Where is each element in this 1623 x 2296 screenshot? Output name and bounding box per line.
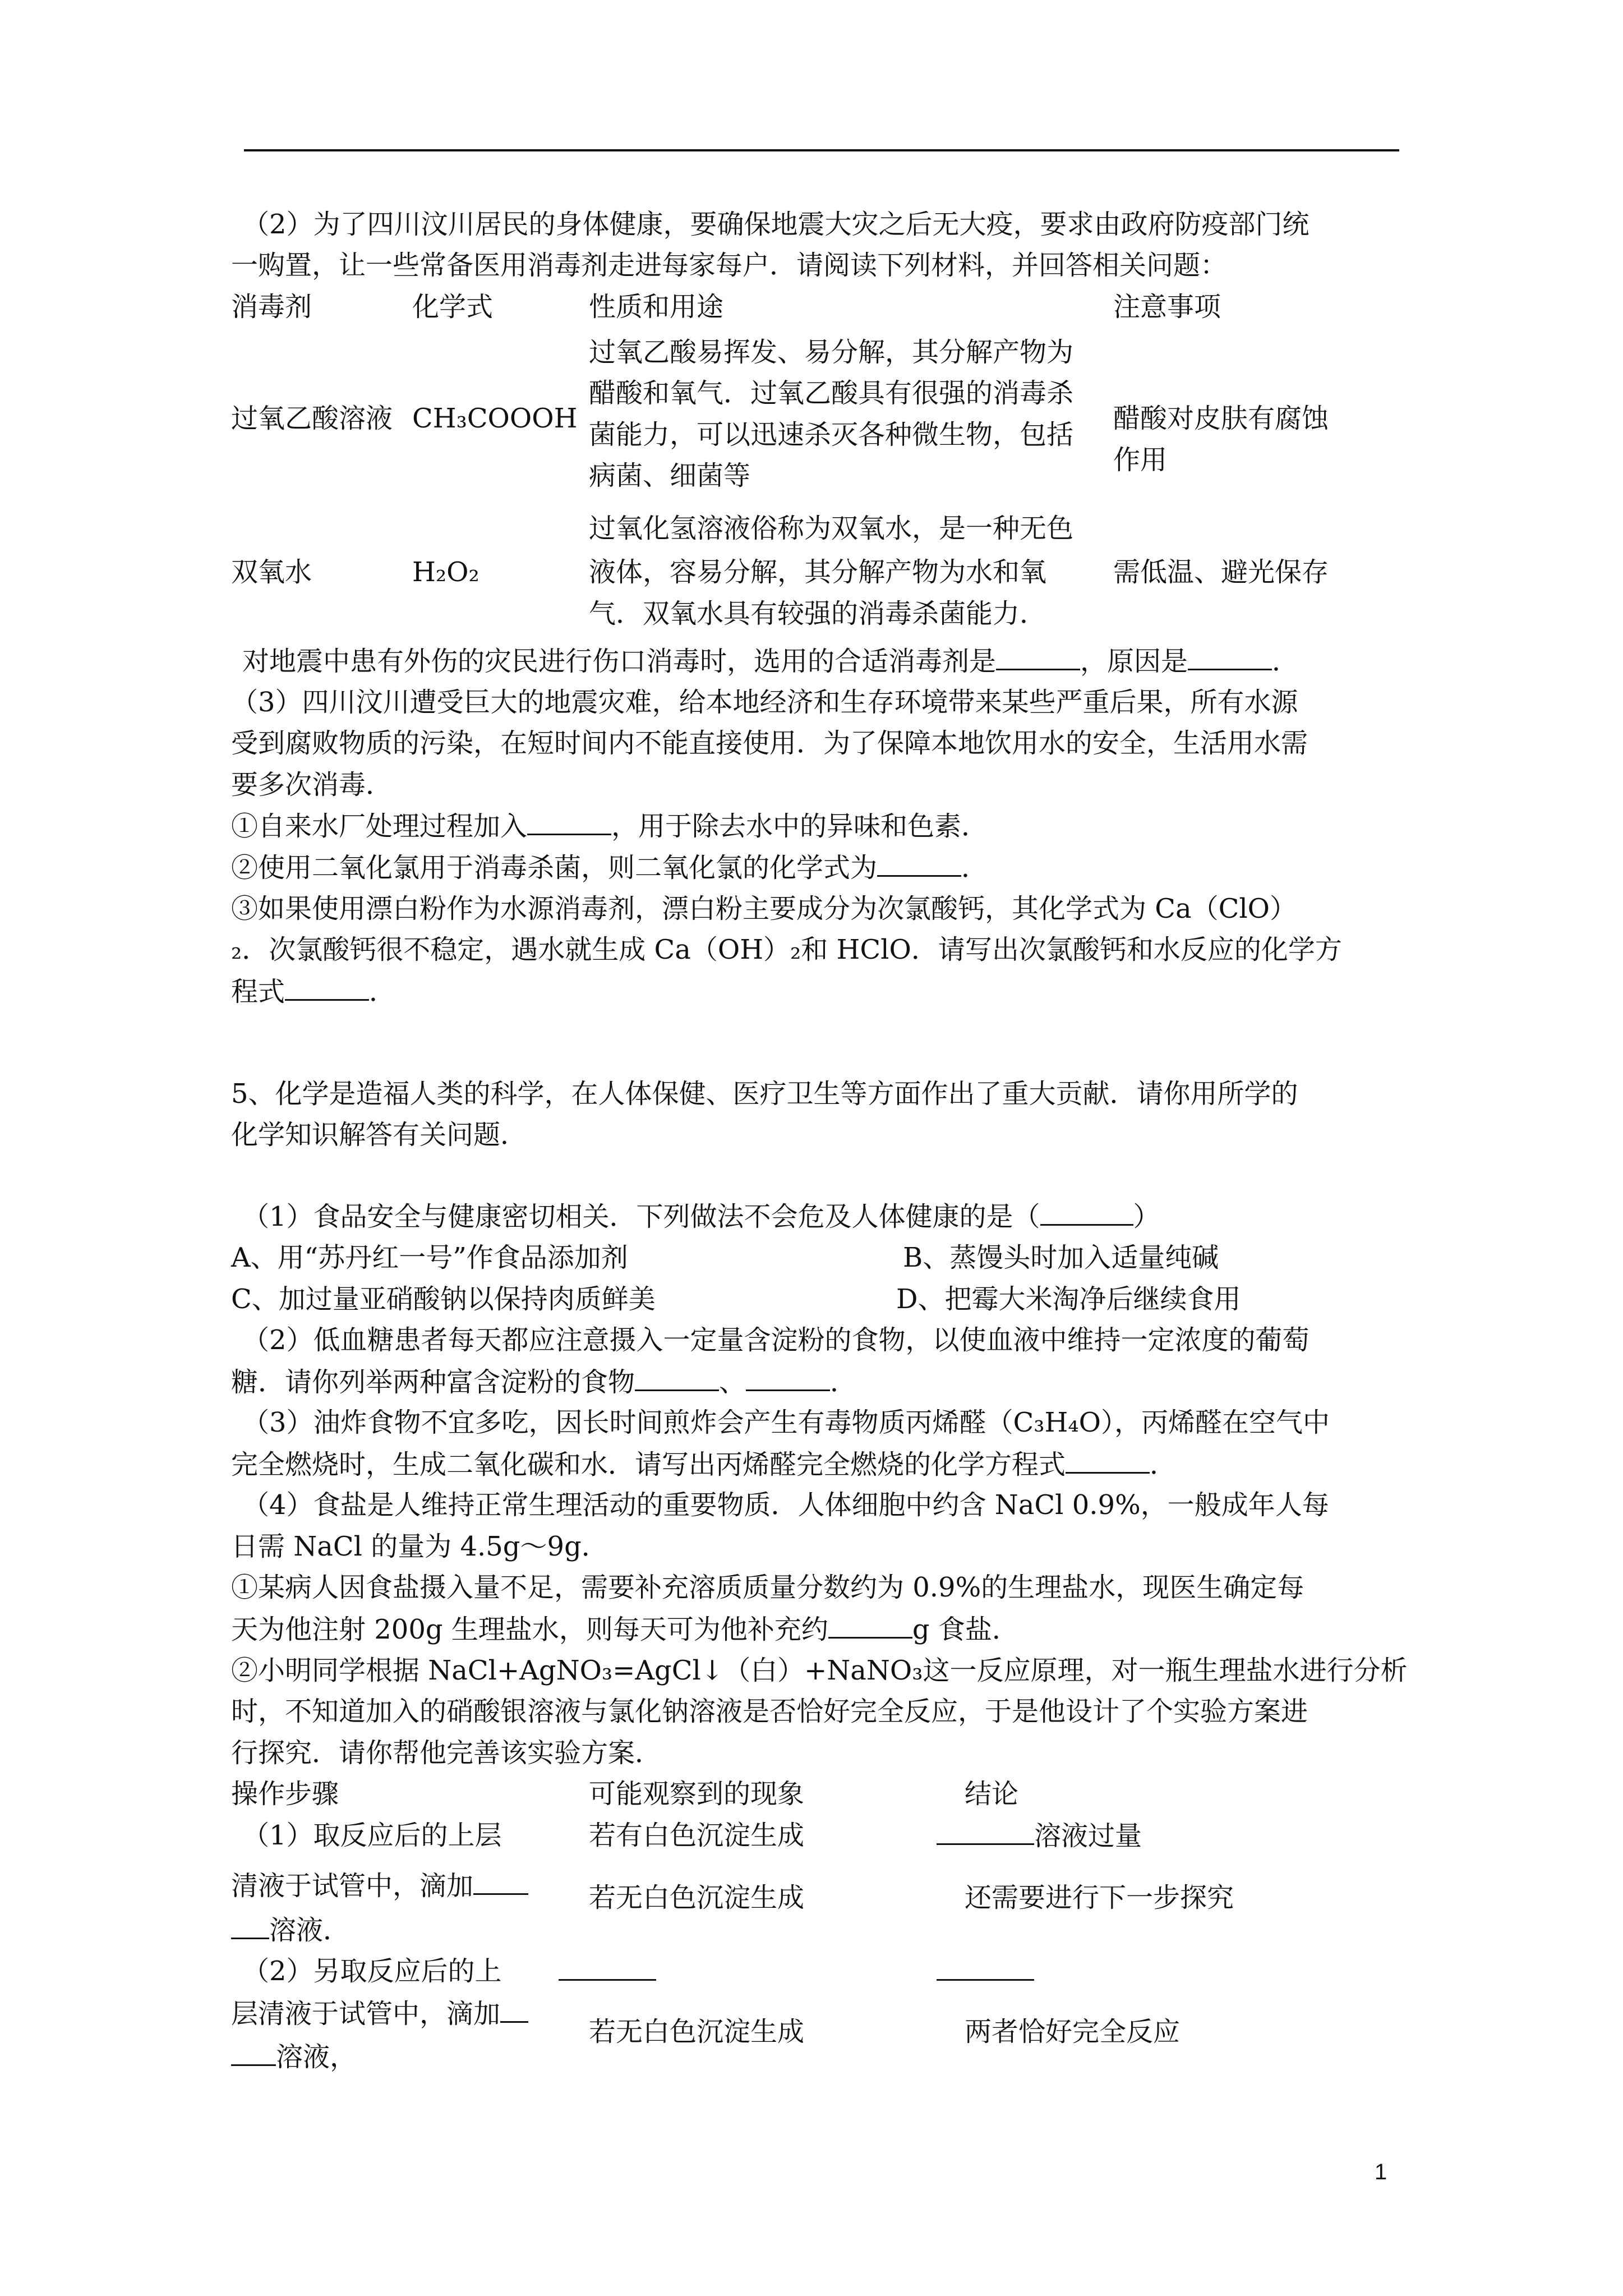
q5-part4-line2: 日需 NaCl 的量为 4.5g～9g．	[231, 1531, 608, 1562]
q4-part2-intro-line1: （2）为了四川汶川居民的身体健康，要确保地震大灾之后无大疫，要求由政府防疫部门统	[242, 209, 1310, 240]
q4-part3-line2: 受到腐败物质的污染，在短时间内不能直接使用．为了保障本地饮用水的安全，生活用水需	[231, 728, 1308, 759]
row1-usage-line1: 过氧乙酸易挥发、易分解，其分解产物为	[589, 337, 1074, 368]
row2-usage-line2: 液体，容易分解，其分解产物为水和氧	[589, 556, 1047, 588]
answer-blank-clo2-formula[interactable]	[877, 850, 961, 877]
answer-blank-step2-conclusion[interactable]	[937, 1954, 1034, 1981]
q5-part1	[242, 1199, 1160, 1234]
answer-blank-starch-food-2[interactable]	[746, 1365, 830, 1391]
q5-part4-line1: （4）食盐是人维持正常生理活动的重要物质．人体细胞中约含 NaCl 0.9%，一般成年人每	[242, 1489, 1329, 1521]
q4-part3-item3-line2: ₂．次氯酸钙很不稳定，遇水就生成 Ca（OH）₂和 HClO．请写出次氯酸钙和水反应的化学方	[231, 934, 1342, 965]
exp-header-observations: 可能观察到的现象	[589, 1778, 805, 1810]
exp-step2-line2	[231, 1996, 528, 2031]
row1-notes-line2: 作用	[1113, 444, 1168, 476]
row2-usage-line1: 过氧化氢溶液俗称为双氧水，是一种无色	[589, 513, 1074, 544]
option-c: C、加过量亚硝酸钠以保持肉质鲜美	[231, 1283, 656, 1315]
exp-obs1: 若有白色沉淀生成	[589, 1820, 805, 1851]
row1-usage-line3: 菌能力，可以迅速杀灭各种微生物，包括	[589, 419, 1074, 450]
answer-blank-step2-reagent-a[interactable]	[500, 1996, 528, 2023]
page-number: 1	[1375, 2160, 1387, 2184]
q5-part3-text: 完全燃烧时，生成二氧化碳和水．请写出丙烯醛完全燃烧的化学方程式	[231, 1449, 1066, 1480]
exp-step1-end: 溶液．	[269, 1915, 351, 1946]
answer-blank-food-safety[interactable]	[1040, 1199, 1133, 1226]
exp-con4: 两者恰好完全反应	[965, 2016, 1181, 2047]
answer-blank-step2-observation[interactable]	[559, 1954, 656, 1981]
q5-line1: 5、化学是造福人类的科学，在人体保健、医疗卫生等方面作出了重大贡献．请你用所学的	[231, 1078, 1298, 1110]
exp-step1-line2	[231, 1869, 528, 1903]
q5-part3-line1: （3）油炸食物不宜多吃，因长时间煎炸会产生有毒物质丙烯醛（C₃H₄O），丙烯醛在空气中	[242, 1407, 1330, 1438]
question-text-a: 对地震中患有外伤的灾民进行伤口消毒时，选用的合适消毒剂是	[242, 646, 997, 677]
q5-part1-end: ）	[1133, 1201, 1160, 1232]
row1-name: 过氧乙酸溶液	[231, 403, 393, 434]
item2-text-a: ②使用二氧化氯用于消毒杀菌，则二氧化氯的化学式为	[231, 852, 878, 884]
exp-header-conclusion: 结论	[965, 1778, 1019, 1810]
q4-part2-intro-line2: 一购置，让一些常备医用消毒剂走进每家每户．请阅读下列材料，并回答相关问题：	[231, 250, 1228, 281]
exp-step1-line3	[231, 1913, 350, 1947]
q5-part3-line2	[231, 1447, 1177, 1481]
table-header-usage: 性质和用途	[589, 291, 724, 323]
exp-step2-text: 层清液于试管中，滴加	[231, 1998, 501, 2030]
exp-header-steps: 操作步骤	[231, 1778, 339, 1810]
q5-part3-end: ．	[1150, 1449, 1177, 1480]
q5-part4-item2-line3: 行探究．请你帮他完善该实验方案．	[231, 1737, 662, 1769]
item3-end: ．	[369, 976, 396, 1007]
q5-part2-line1: （2）低血糖患者每天都应注意摄入一定量含淀粉的食物，以使血液中维持一定浓度的葡萄	[242, 1324, 1310, 1356]
q5-part2-line2	[231, 1365, 857, 1399]
answer-blank-step1-reagent-a[interactable]	[473, 1869, 528, 1895]
row2-formula: H₂O₂	[412, 556, 479, 588]
answer-blank-salt-grams[interactable]	[828, 1612, 912, 1639]
row1-usage-line4: 病菌、细菌等	[589, 460, 751, 491]
question-end: ．	[1272, 646, 1299, 677]
exp-step2-end: 溶液，	[276, 2041, 357, 2073]
row2-usage-line3: 气．双氧水具有较强的消毒杀菌能力．	[589, 598, 1047, 629]
answer-blank-step2-reagent-b[interactable]	[231, 2040, 276, 2066]
item3-text: 程式	[231, 976, 285, 1007]
item1-text: 天为他注射 200g 生理盐水，则每天可为他补充约	[231, 1614, 828, 1645]
option-d: D、把霉大米淘净后继续食用	[896, 1283, 1241, 1315]
item1-end: g 食盐．	[912, 1614, 1019, 1645]
answer-blank-step1-reagent-b[interactable]	[231, 1913, 269, 1939]
question-text-b: ，原因是	[1080, 646, 1188, 677]
item1-text-b: ，用于除去水中的异味和色素．	[611, 811, 989, 842]
q4-part3-line3: 要多次消毒．	[231, 769, 393, 800]
exp-step1-text: 清液于试管中，滴加	[231, 1870, 474, 1902]
header-rule	[244, 149, 1399, 151]
q4-part3-line1: （3）四川汶川遭受巨大的地震灾难，给本地经济和生存环境带来某些严重后果，所有水源	[231, 687, 1298, 718]
exp-step1-line1: （1）取反应后的上层	[242, 1820, 502, 1851]
q5-part1-text: （1）食品安全与健康密切相关．下列做法不会危及人体健康的是（	[242, 1201, 1040, 1232]
row2-notes-line1: 需低温、避光保存	[1113, 556, 1329, 588]
exp-obs3	[559, 1954, 656, 1989]
exp-con1	[937, 1819, 1142, 1853]
item2-text-b: ．	[961, 852, 989, 884]
option-a: A、用“苏丹红一号”作食品添加剂	[231, 1242, 628, 1273]
q5-part4-item2-line2: 时，不知道加入的硝酸银溶液与氯化钠溶液是否恰好完全反应，于是他设计了个实验方案进	[231, 1696, 1308, 1727]
table-header-formula: 化学式	[412, 291, 494, 323]
q5-line2: 化学知识解答有关问题．	[231, 1119, 528, 1151]
q5-part2-sep: 、	[719, 1366, 746, 1398]
item1-text-a: ①自来水厂处理过程加入	[231, 811, 528, 842]
row1-usage-line2: 醋酸和氧气．过氧乙酸具有很强的消毒杀	[589, 378, 1074, 409]
exp-con2: 还需要进行下一步探究	[965, 1882, 1234, 1913]
exp-step2-line3	[231, 2040, 357, 2074]
q5-part2-end: ．	[830, 1366, 857, 1398]
q4-part2-question	[242, 644, 1299, 678]
q5-part4-item2-line1: ②小明同学根据 NaCl+AgNO₃=AgCl↓（白）+NaNO₃这一反应原理，对一瓶生理盐水进行分析	[231, 1655, 1408, 1686]
row1-notes-line1: 醋酸对皮肤有腐蚀	[1113, 403, 1329, 434]
exp-obs4: 若无白色沉淀生成	[589, 2016, 805, 2047]
exp-step2-line1: （2）另取反应后的上	[242, 1955, 502, 1987]
row1-formula: CH₃COOOH	[412, 403, 578, 434]
answer-blank-starch-food-1[interactable]	[635, 1365, 719, 1391]
exp-obs2: 若无白色沉淀生成	[589, 1882, 805, 1913]
answer-blank-disinfectant[interactable]	[996, 644, 1080, 670]
answer-blank-equation[interactable]	[285, 974, 369, 1001]
exp-con1-text: 溶液过量	[1034, 1820, 1142, 1852]
table-header-disinfectant: 消毒剂	[231, 291, 312, 323]
row2-name: 双氧水	[231, 556, 312, 588]
option-b: B、蒸馒头时加入适量纯碱	[903, 1242, 1219, 1273]
table-header-notes: 注意事项	[1113, 291, 1221, 323]
q4-part3-item1	[231, 809, 988, 843]
q5-part4-item1-line2	[231, 1612, 1019, 1646]
exp-con3	[937, 1954, 1034, 1989]
q4-part3-item2	[231, 850, 988, 885]
q5-part2-text: 糖．请你列举两种富含淀粉的食物	[231, 1366, 635, 1398]
answer-blank-excess-solution[interactable]	[937, 1819, 1034, 1845]
answer-blank-adsorbent[interactable]	[527, 809, 611, 835]
q4-part3-item3-line3	[231, 974, 396, 1009]
q5-part4-item1-line1: ①某病人因食盐摄入量不足，需要补充溶质质量分数约为 0.9%的生理盐水，现医生确定每	[231, 1572, 1304, 1603]
answer-blank-reason[interactable]	[1188, 644, 1272, 670]
q4-part3-item3-line1: ③如果使用漂白粉作为水源消毒剂，漂白粉主要成分为次氯酸钙，其化学式为 Ca（ClO）	[231, 893, 1297, 924]
answer-blank-acrolein-equation[interactable]	[1066, 1447, 1150, 1474]
